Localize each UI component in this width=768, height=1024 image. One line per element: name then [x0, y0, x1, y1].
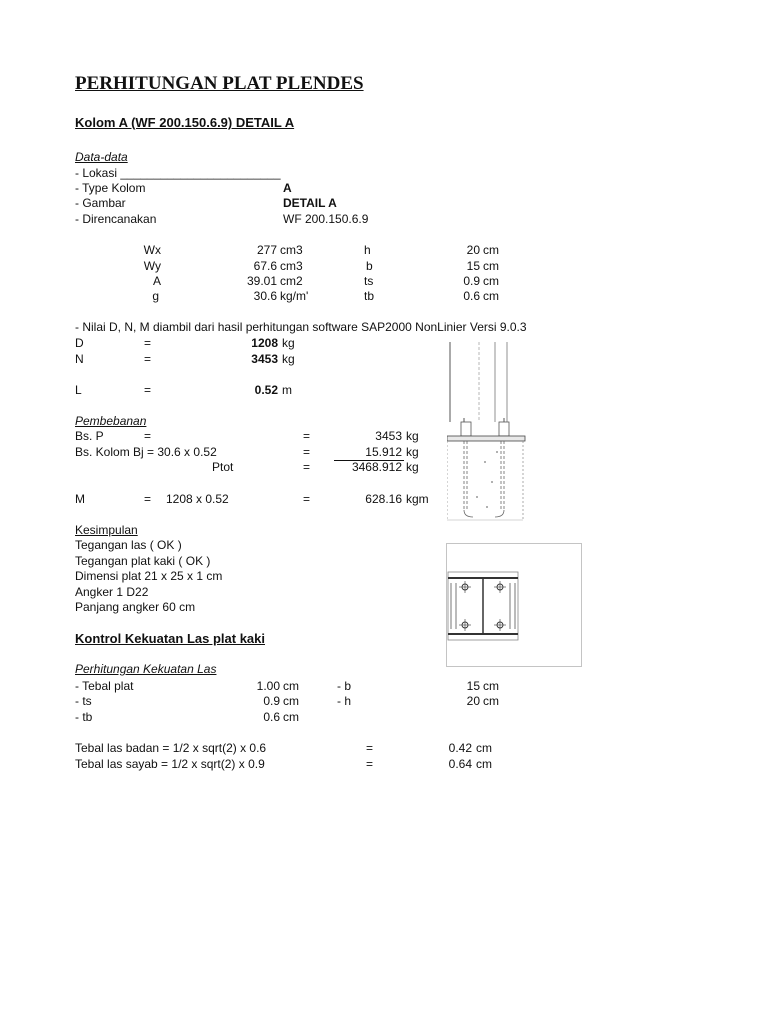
dim-name: tb [364, 289, 375, 303]
kontrol-value: 0.6 [263, 710, 280, 724]
tebal-las-unit: cm [476, 757, 492, 771]
kontrol-label: - tb [75, 710, 93, 724]
dim-unit: cm [483, 259, 499, 273]
kesimpulan-line: Angker 1 D22 [75, 585, 149, 599]
kontrol-unit: cm [283, 710, 299, 724]
kesimpulan-line: Panjang angker 60 cm [75, 600, 196, 614]
force-eq: = [144, 352, 152, 366]
kontrol-dim-unit: cm [483, 694, 499, 708]
dim-unit: cm [483, 243, 499, 257]
prop-name: Wy [143, 259, 161, 273]
tebal-las-unit: cm [476, 741, 492, 755]
dim-name: ts [364, 274, 374, 288]
load-unit: kg [406, 460, 419, 474]
force-value: 1208 [251, 336, 278, 350]
prop-unit: cm2 [280, 274, 303, 288]
dim-name: h [364, 243, 371, 257]
force-name: L [75, 383, 82, 397]
tebal-las-label: Tebal las badan = 1/2 x sqrt(2) x 0.6 [75, 741, 267, 755]
load-eq: = [303, 429, 311, 443]
prop-unit: kg/m' [280, 289, 309, 303]
section-heading-kolom: Kolom A (WF 200.150.6.9) DETAIL A [75, 115, 295, 130]
pembebanan-heading: Pembebanan [75, 414, 147, 428]
kontrol-dim: - h [337, 694, 352, 708]
tebal-las-value: 0.64 [448, 757, 472, 771]
force-unit: kg [282, 352, 295, 366]
kesimpulan-line: Dimensi plat 21 x 25 x 1 cm [75, 569, 223, 583]
moment-expr: 1208 x 0.52 [166, 492, 229, 506]
kontrol-unit: cm [283, 679, 299, 693]
moment-unit: kgm [406, 492, 429, 506]
dim-unit: cm [483, 274, 499, 288]
prop-name: A [152, 274, 161, 288]
dim-name: b [366, 259, 373, 273]
force-name: N [75, 352, 84, 366]
dim-unit: cm [483, 289, 499, 303]
load-value: 3453 [375, 429, 402, 443]
load-label: Bs. Kolom Bj = 30.6 x 0.52 [75, 445, 217, 459]
direncanakan-value: WF 200.150.6.9 [283, 212, 369, 226]
dim-value: 15 [466, 259, 480, 273]
force-value: 3453 [251, 352, 278, 366]
load-label: Ptot [212, 460, 234, 474]
load-value: 15.912 [365, 445, 402, 459]
force-eq: = [144, 336, 152, 350]
load-unit: kg [406, 429, 419, 443]
kontrol-unit: cm [283, 694, 299, 708]
kesimpulan-line: Tegangan plat kaki ( OK ) [75, 554, 211, 568]
load-eq: = [303, 460, 311, 474]
dim-value: 0.6 [463, 289, 480, 303]
tebal-las-eq: = [366, 757, 374, 771]
moment-eq: = [303, 492, 311, 506]
kontrol-value: 0.9 [263, 694, 280, 708]
type-kolom-label: - Type Kolom [75, 181, 146, 195]
sap-note: - Nilai D, N, M diambil dari hasil perhitungan software SAP2000 NonLinier Versi 9.0.3 [75, 320, 527, 334]
page-title: PERHITUNGAN PLAT PLENDES [75, 73, 364, 94]
type-kolom-value: A [283, 181, 292, 195]
force-name: D [75, 336, 84, 350]
prop-unit: cm3 [280, 259, 303, 273]
load-unit: kg [406, 445, 419, 459]
kontrol-value: 1.00 [256, 679, 280, 693]
load-label: Bs. P [75, 429, 104, 443]
kontrol-dim: - b [337, 679, 352, 693]
prop-unit: cm3 [280, 243, 303, 257]
kontrol-dim-value: 15 [466, 679, 480, 693]
kontrol-subheading: Perhitungan Kekuatan Las [75, 662, 217, 676]
prop-value: 30.6 [253, 289, 277, 303]
kontrol-dim-value: 20 [466, 694, 480, 708]
kesimpulan-heading: Kesimpulan [75, 523, 138, 537]
force-unit: kg [282, 336, 295, 350]
kontrol-label: - ts [75, 694, 92, 708]
tebal-las-label: Tebal las sayab = 1/2 x sqrt(2) x 0.9 [75, 757, 265, 771]
force-eq: = [144, 383, 152, 397]
kontrol-dim-unit: cm [483, 679, 499, 693]
dim-value: 20 [466, 243, 480, 257]
prop-value: 277 [256, 243, 277, 257]
kesimpulan-line: Tegangan las ( OK ) [75, 538, 182, 552]
moment-label: M [75, 492, 85, 506]
tebal-las-eq: = [366, 741, 374, 755]
tebal-las-value: 0.42 [448, 741, 472, 755]
load-eq: = [144, 429, 152, 443]
kontrol-label: - Tebal plat [75, 679, 134, 693]
prop-name: g [152, 289, 159, 303]
data-data-heading: Data-data [75, 150, 128, 164]
base-plate-plan-drawing [446, 543, 583, 668]
lokasi-line: - Lokasi ________________________ [75, 166, 281, 180]
load-value: 3468.912 [351, 460, 402, 474]
gambar-label: - Gambar [75, 196, 126, 210]
force-value: 0.52 [254, 383, 278, 397]
kontrol-heading: Kontrol Kekuatan Las plat kaki [75, 631, 265, 646]
prop-name: Wx [143, 243, 161, 257]
moment-value: 628.16 [365, 492, 402, 506]
moment-eq: = [144, 492, 152, 506]
dim-value: 0.9 [463, 274, 480, 288]
prop-value: 39.01 [246, 274, 277, 288]
gambar-value: DETAIL A [283, 196, 337, 210]
direncanakan-label: - Direncanakan [75, 212, 157, 226]
prop-value: 67.6 [253, 259, 277, 273]
force-unit: m [282, 383, 292, 397]
column-elevation-drawing [447, 342, 527, 537]
load-eq: = [303, 445, 311, 459]
